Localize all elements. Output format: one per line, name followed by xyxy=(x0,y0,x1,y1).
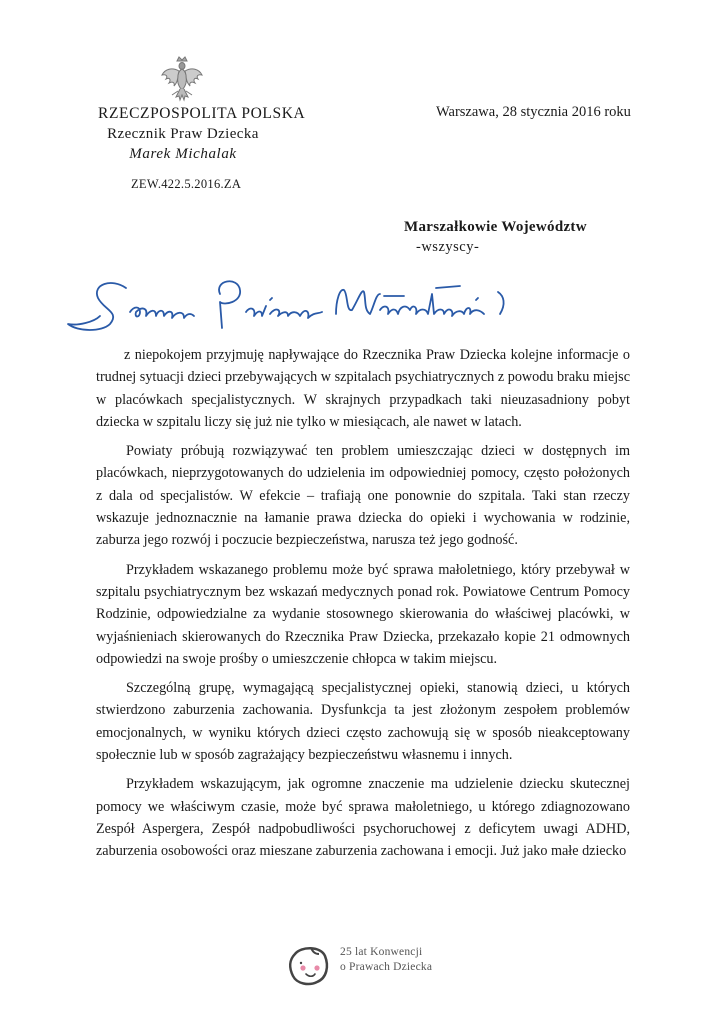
addressee-name: Marszałkowie Województw xyxy=(404,219,587,235)
paragraph: Przykładem wskazanego problemu może być sprawa małoletniego, który przebywał w szpitalu psychiatrycznym bez wskazań medycznych ponad rok. Powiatowe Centrum Pomocy Rodzinie, odpowiedzialne za wydanie stosownego skierowania do właściwej placówki, w wyjaśnieniach skierowanych do Rzecznika Praw Dziecka, przekazało kopie 21 odmownych odpowiedzi na swoje prośby o umieszczenie chłopca w takim miejscu. xyxy=(96,561,630,667)
sender-office: Rzecznik Praw Dziecka xyxy=(107,126,259,142)
sender-block xyxy=(98,104,306,164)
paragraph: Przykładem wskazującym, jak ogromne znaczenie ma udzielenie dziecku skutecznej pomocy we właściwym czasie, może być sprawa małoletniego, u którego zdiagnozowano Zespół Aspergera, Zespół nadpobudliwości psychoruchowej z deficytem uwagi ADHD, zaburzenia osobowości oraz mieszane zaburzenia zachowana i emocji. Już jako małe dziecko xyxy=(96,776,630,860)
letter-body xyxy=(96,344,630,870)
paragraph: Powiaty próbują rozwiązywać ten problem umieszczając dzieci w dostępnych im placówkach, nieprzygotowanych do udzielenia im odpowiedniej pomocy, często położonych z dala od specjalistów. W efekcie – trafiają one ponownie do szpitala. Taki stan rzeczy wskazuje jednoznacznie na łamanie prawa dziecka do opieki i wychowania w rodzinie, zaburza jego rozwój i poczucie bezpieczeństwa, narusza też jego godność. xyxy=(96,443,630,549)
reference-number: ZEW.422.5.2016.ZA xyxy=(131,177,242,191)
footer-caption xyxy=(340,945,432,975)
sender-name: Marek Michalak xyxy=(129,146,237,162)
sender-org: RZECZPOSPOLITA POLSKA xyxy=(98,105,306,122)
footer-line-1: 25 lat Konwencji xyxy=(340,946,423,958)
paragraph: z niepokojem przyjmuję napływające do Rzecznika Praw Dziecka kolejne informacje o trudnej sytuacji dzieci przebywających w szpitalach psychiatrycznych z powodu braku miejsc w placówkach specjalistycznych. W skrajnych przypadkach taki nieuzasadniony pobyt dziecka w szpitalu liczy się już nie tylko w miesiącach, ale nawet w latach. xyxy=(96,347,630,430)
paragraph: Szczególną grupę, wymagającą specjalistycznej opieki, stanowią dzieci, u których stwierdzono zaburzenia zachowania. Dysfunkcja ta jest złożonym zespołem problemów emocjonalnych, w wyniku których dzieci często zachowują się w sposób nieakceptowany społecznie lub w sposób zagrażający bezpieczeństwu własnemu i innych. xyxy=(96,680,630,764)
handwritten-salutation xyxy=(64,270,544,340)
letter-date: Warszawa, 28 stycznia 2016 roku xyxy=(436,104,631,120)
addressee-sub: -wszyscy- xyxy=(416,239,480,255)
convention-logo-icon xyxy=(287,944,331,988)
polish-eagle-emblem-icon xyxy=(160,55,204,103)
footer-line-2: o Prawach Dziecka xyxy=(340,961,433,973)
addressee-block xyxy=(404,217,587,257)
